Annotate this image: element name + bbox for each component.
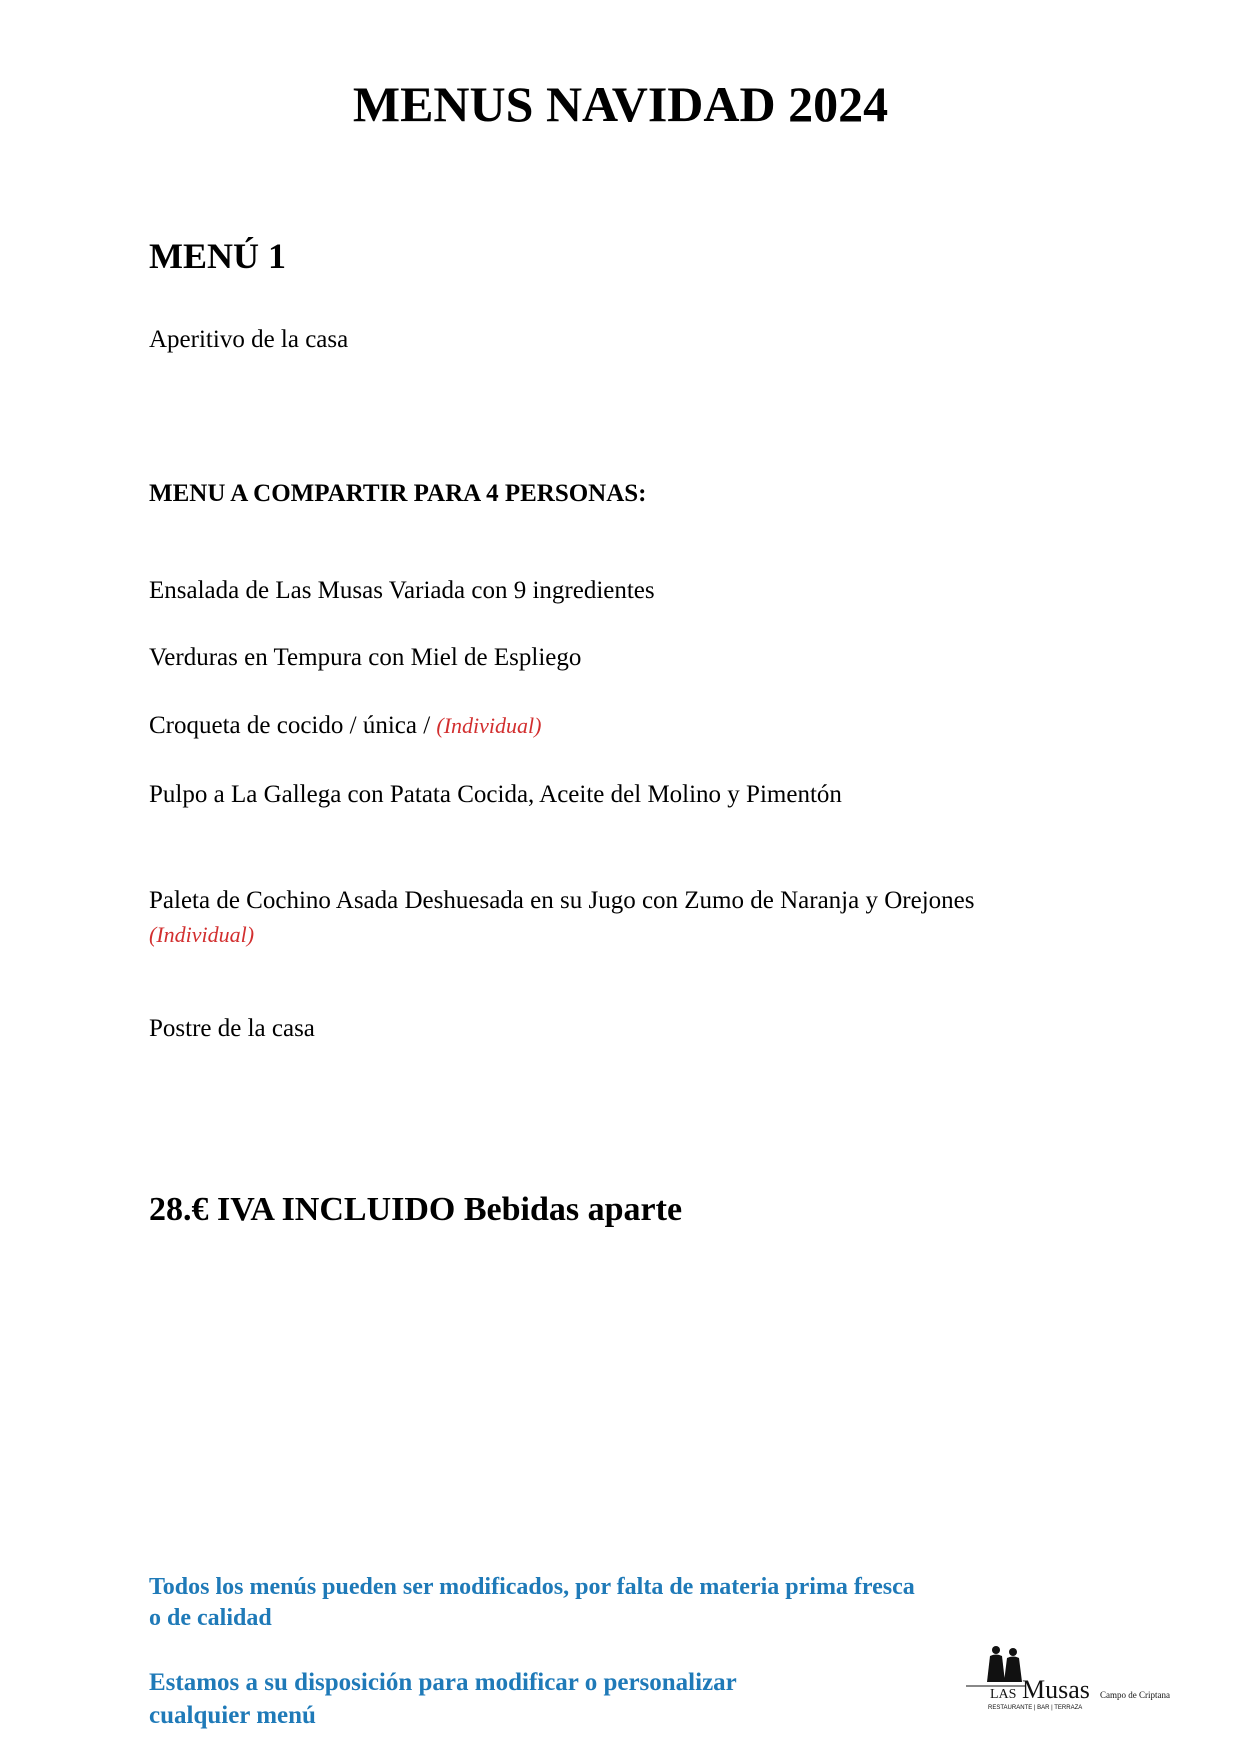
menu-item-text: Ensalada de Las Musas Variada con 9 ingredientes xyxy=(149,577,655,604)
personalize-note xyxy=(149,1666,1049,1732)
menu-item-verduras xyxy=(149,641,1069,675)
menu-item-paleta xyxy=(149,884,1049,952)
logo-brand-las: LAS xyxy=(990,1687,1017,1702)
las-musas-logo-graphic xyxy=(966,1642,1196,1712)
modification-note xyxy=(149,1572,1049,1634)
dessert-item: Postre de la casa xyxy=(149,1015,315,1042)
menu-item-croqueta xyxy=(149,709,1069,743)
note-line: Estamos a su disposición para modificar o personalizar xyxy=(149,1669,737,1696)
menu-item-text: Pulpo a La Gallega con Patata Cocida, Aceite del Molino y Pimentón xyxy=(149,781,842,808)
menu-item-pulpo xyxy=(149,778,1069,812)
individual-tag: (Individual) xyxy=(436,713,542,738)
menu-item-text: Verduras en Tempura con Miel de Espliego xyxy=(149,644,582,671)
logo-location: Campo de Criptana xyxy=(1100,1690,1170,1700)
menu-heading: MENÚ 1 xyxy=(149,236,286,276)
menu-item-ensalada xyxy=(149,574,1069,608)
aperitivo-item: Aperitivo de la casa xyxy=(149,326,349,353)
page-title: MENUS NAVIDAD 2024 xyxy=(352,76,889,132)
logo-tagline: RESTAURANTE | BAR | TERRAZA xyxy=(988,1705,1083,1711)
share-heading: MENU A COMPARTIR PARA 4 PERSONAS: xyxy=(149,480,647,507)
note-line: cualquier menú xyxy=(149,1702,316,1729)
note-line: Todos los menús pueden ser modificados, por falta de materia prima fresca xyxy=(149,1574,915,1600)
note-line: o de calidad xyxy=(149,1605,272,1631)
logo-brand-musas: Musas xyxy=(1022,1675,1090,1704)
price-line: 28.€ IVA INCLUIDO Bebidas aparte xyxy=(149,1191,683,1228)
las-musas-logo xyxy=(966,1642,1196,1712)
menu-item-text: Croqueta de cocido / única / xyxy=(149,712,437,739)
individual-tag: (Individual) xyxy=(149,922,255,947)
menu-item-text: Paleta de Cochino Asada Deshuesada en su Jugo con Zumo de Naranja y Orejones xyxy=(149,887,975,914)
